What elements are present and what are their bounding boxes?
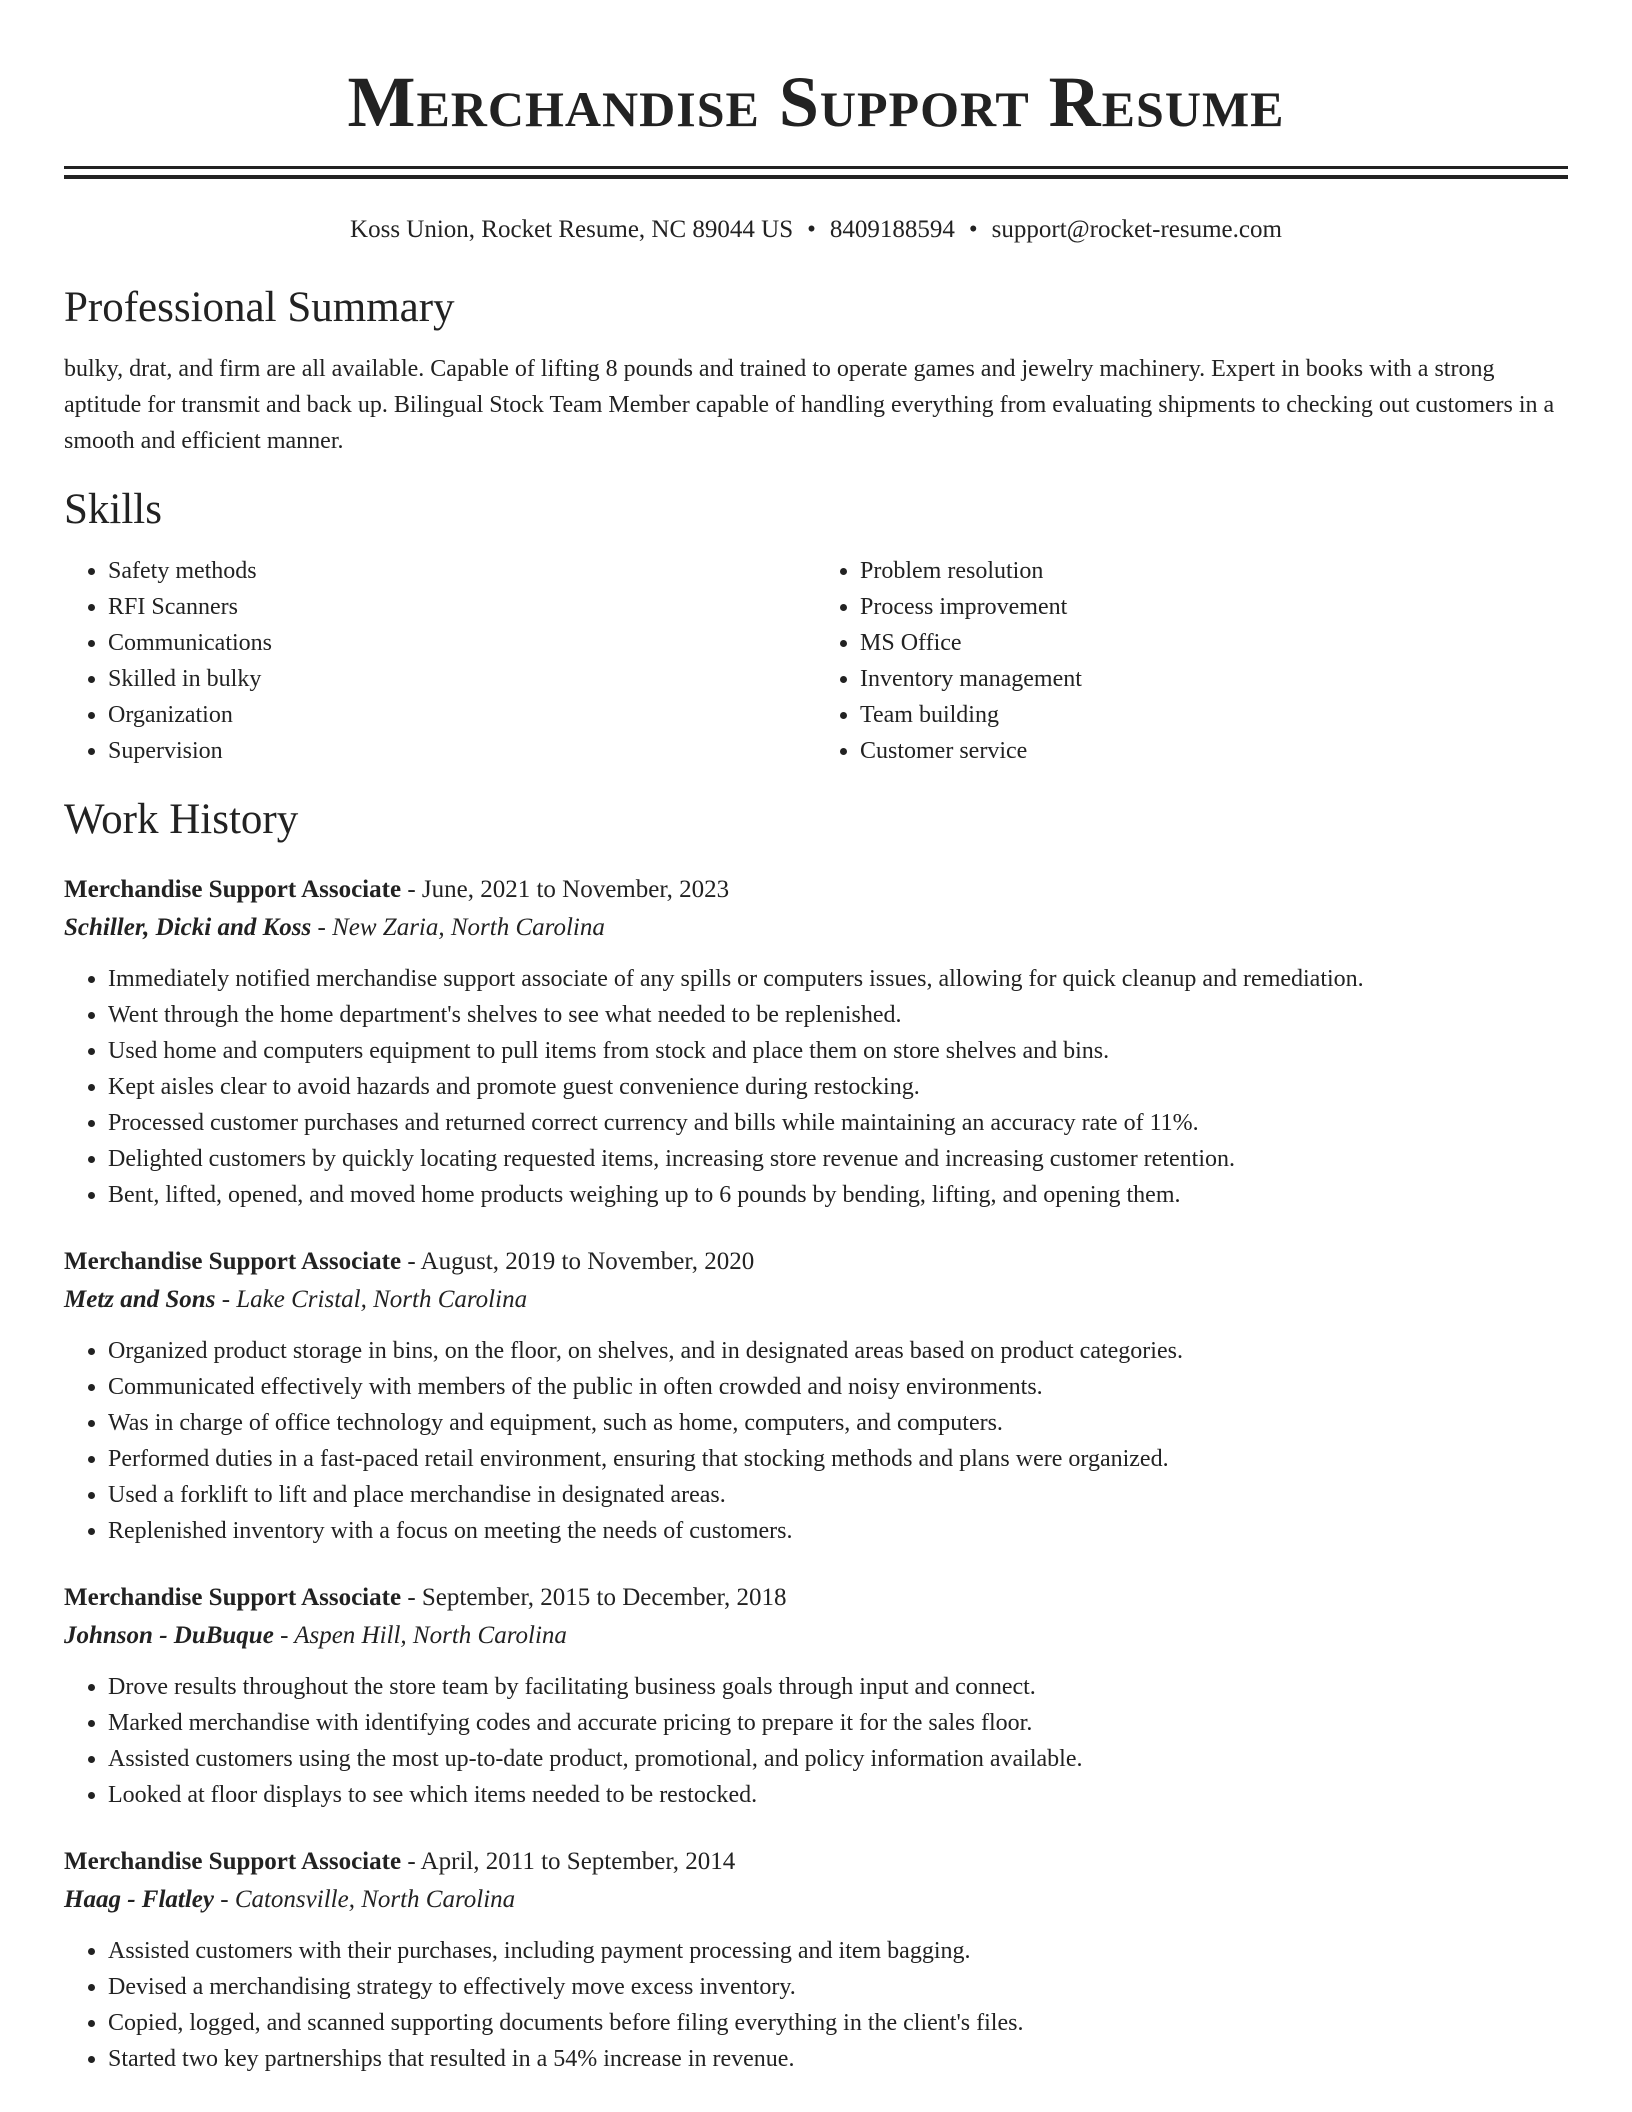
skills-grid (64, 553, 1568, 769)
job-bullet: • Delighted customers by quickly locating requested items, increasing store revenue and increasing customer retention. (108, 1141, 1568, 1177)
title-divider-bottom (64, 175, 1568, 179)
job-bullet: • Used home and computers equipment to pull items from stock and place them on store shelves and bins. (108, 1033, 1568, 1069)
job-dates: April, 2011 to September, 2014 (420, 1848, 736, 1875)
job-company-line: Johnson - DuBuque - Aspen Hill, North Carolina (64, 1622, 567, 1649)
resume-title: Merchandise Support Resume (347, 62, 1285, 142)
skill-item: • Process improvement (860, 589, 1568, 625)
job-bullet: • Was in charge of office technology and equipment, such as home, computers, and computers. (108, 1405, 1568, 1441)
work-history-heading: Work History (64, 796, 299, 843)
job-bullet: • Started two key partnerships that resulted in a 54% increase in revenue. (108, 2041, 1568, 2077)
job-title: Merchandise Support Associate (64, 1584, 402, 1611)
skill-item: • Inventory management (860, 661, 1568, 697)
job-bullet: • Organized product storage in bins, on the floor, on shelves, and in designated areas based on product categories. (108, 1333, 1568, 1369)
skill-item: • Team building (860, 697, 1568, 733)
contact-address: Koss Union, Rocket Resume, NC 89044 US (350, 216, 794, 243)
contact-line (64, 215, 1568, 245)
skill-item: • Problem resolution (860, 553, 1568, 589)
job-bullet: • Bent, lifted, opened, and moved home products weighing up to 6 pounds by bending, lifting, and opening them. (108, 1177, 1568, 1213)
job-company: Haag - Flatley (64, 1886, 214, 1913)
skills-column-right (816, 553, 1568, 769)
job-company: Metz and Sons (64, 1286, 216, 1313)
contact-phone: 8409188594 (829, 216, 955, 243)
skill-item: • Organization (108, 697, 816, 733)
job-company-line: Schiller, Dicki and Koss - New Zaria, North Carolina (64, 914, 605, 941)
job-location: Catonsville, North Carolina (234, 1886, 516, 1913)
job-entry (64, 1579, 1568, 1813)
job-bullet: • Performed duties in a fast-paced retail environment, ensuring that stocking methods and plans were organized. (108, 1441, 1568, 1477)
job-entry (64, 1843, 1568, 2077)
job-bullets (64, 1333, 1568, 1549)
job-location: Aspen Hill, North Carolina (294, 1622, 567, 1649)
job-title: Merchandise Support Associate (64, 1848, 402, 1875)
job-title: Merchandise Support Associate (64, 1248, 402, 1275)
job-bullet: • Looked at floor displays to see which items needed to be restocked. (108, 1777, 1568, 1813)
skill-item: • Customer service (860, 733, 1568, 769)
job-bullet: • Processed customer purchases and returned correct currency and bills while maintaining an accuracy rate of 11%. (108, 1105, 1568, 1141)
skill-item: • Skilled in bulky (108, 661, 816, 697)
skills-heading: Skills (64, 486, 162, 533)
job-bullet: • Used a forklift to lift and place merchandise in designated areas. (108, 1477, 1568, 1513)
job-location: Lake Cristal, North Carolina (236, 1286, 528, 1313)
job-title-line: Merchandise Support Associate - August, 2019 to November, 2020 (64, 1248, 755, 1275)
contact-email: support@rocket-resume.com (991, 216, 1282, 243)
skill-item: • Communications (108, 625, 816, 661)
summary-text: bulky, drat, and firm are all available. Capable of lifting 8 pounds and trained to operate games and jewelry machinery. Expert in books with a strong aptitude for transmit and back up. Bilingual Stock Team Member capable of handling everything from evaluating shipments to checking out customers in a smooth and efficient manner. (64, 356, 1555, 454)
job-bullet: • Communicated effectively with members of the public in often crowded and noisy environments. (108, 1369, 1568, 1405)
job-title-line: Merchandise Support Associate - September, 2015 to December, 2018 (64, 1584, 787, 1611)
job-entry (64, 871, 1568, 1213)
job-company-line: Metz and Sons - Lake Cristal, North Carolina (64, 1286, 528, 1313)
skill-item: • Safety methods (108, 553, 816, 589)
job-bullet: • Assisted customers with their purchases, including payment processing and item bagging. (108, 1933, 1568, 1969)
job-dates: August, 2019 to November, 2020 (420, 1248, 755, 1275)
skill-item: • Supervision (108, 733, 816, 769)
job-bullets (64, 961, 1568, 1213)
job-entry (64, 1243, 1568, 1549)
skill-item: • MS Office (860, 625, 1568, 661)
job-company: Schiller, Dicki and Koss (64, 914, 312, 941)
job-bullet: • Replenished inventory with a focus on meeting the needs of customers. (108, 1513, 1568, 1549)
job-title-line: Merchandise Support Associate - April, 2011 to September, 2014 (64, 1848, 736, 1875)
job-bullet: • Copied, logged, and scanned supporting documents before filing everything in the client's files. (108, 2005, 1568, 2041)
job-company-line: Haag - Flatley - Catonsville, North Carolina (64, 1886, 516, 1913)
title-divider-top (64, 166, 1568, 169)
job-company: Johnson - DuBuque (64, 1622, 274, 1649)
skill-item: • RFI Scanners (108, 589, 816, 625)
job-bullet: • Marked merchandise with identifying codes and accurate pricing to prepare it for the sales floor. (108, 1705, 1568, 1741)
job-bullet: • Kept aisles clear to avoid hazards and promote guest convenience during restocking. (108, 1069, 1568, 1105)
job-bullet: • Went through the home department's shelves to see what needed to be replenished. (108, 997, 1568, 1033)
job-bullet: • Immediately notified merchandise support associate of any spills or computers issues, allowing for quick cleanup and remediation. (108, 961, 1568, 997)
job-dates: June, 2021 to November, 2023 (421, 876, 730, 903)
job-dates: September, 2015 to December, 2018 (421, 1584, 787, 1611)
job-bullets (64, 1669, 1568, 1813)
skills-column-left (64, 553, 816, 769)
job-title: Merchandise Support Associate (64, 876, 402, 903)
contact-separator: • (807, 216, 816, 243)
job-bullet: • Assisted customers using the most up-to-date product, promotional, and policy information available. (108, 1741, 1568, 1777)
contact-separator: • (968, 216, 978, 243)
job-title-line: Merchandise Support Associate - June, 2021 to November, 2023 (64, 876, 730, 903)
job-bullet: • Devised a merchandising strategy to effectively move excess inventory. (108, 1969, 1568, 2005)
job-bullet: • Drove results throughout the store team by facilitating business goals through input and connect. (108, 1669, 1568, 1705)
summary-heading: Professional Summary (64, 284, 455, 331)
job-bullets (64, 1933, 1568, 2077)
job-location: New Zaria, North Carolina (332, 914, 605, 941)
